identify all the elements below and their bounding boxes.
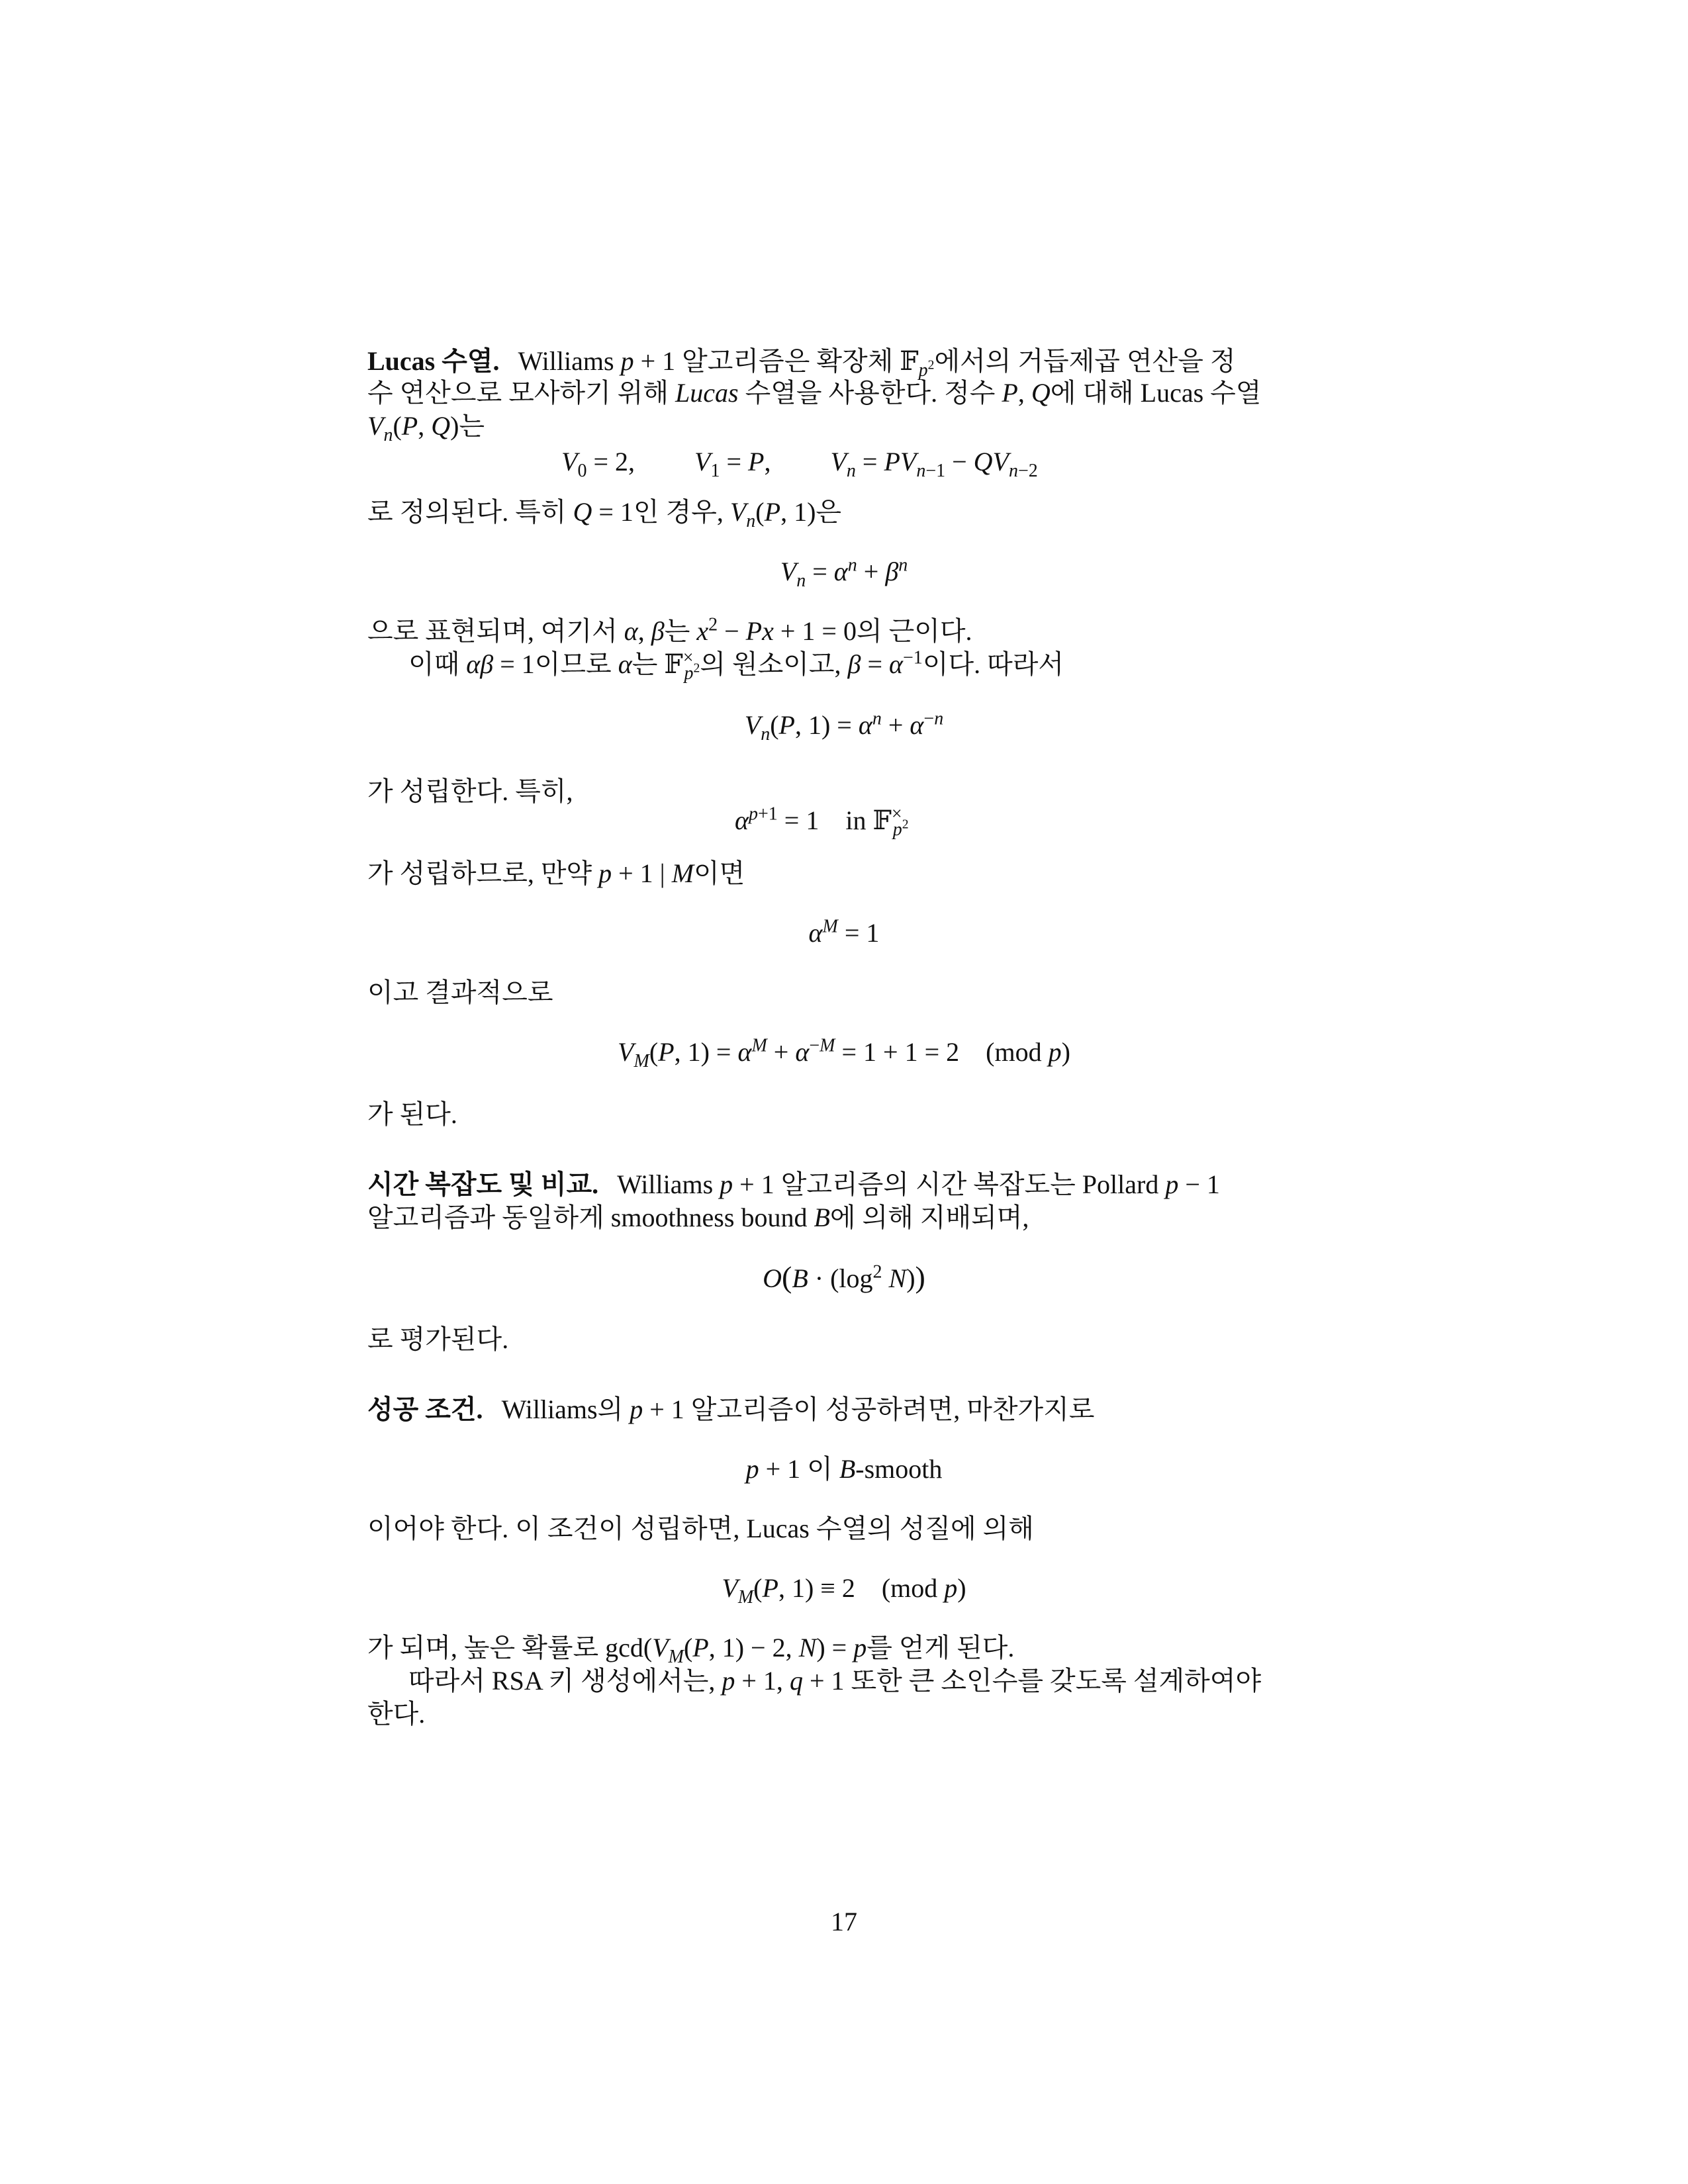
section-heading-complexity: 시간 복잡도 및 비교. — [367, 1169, 599, 1199]
equation-alpha-beta-sum: $V_n = \alpha^n + \beta^n$ — [780, 555, 908, 591]
equation-alpha-M: $\alpha^M = 1$ — [808, 916, 880, 948]
lucas-paragraph-line-6: 이때 αβ = 1이므로 α는 𝔽×$_{p^2}$의 원소이고, $\beta = \alpha^{-1}$이다. 따라서 — [408, 647, 1064, 684]
success-paragraph-line-2: 이어야 한다. 이 조건이 성립하면, Lucas 수열의 성질에 의해 — [367, 1514, 1034, 1543]
lucas-paragraph-line-7: 가 성립한다. 특히, — [367, 776, 573, 806]
success-paragraph-line-1: 성공 조건. Williams의 p + 1 알고리즘이 성공하려면, 마찬가지로 — [367, 1394, 1095, 1424]
complexity-paragraph-line-1: 시간 복잡도 및 비교. Williams p + 1 알고리즘의 시간 복잡도는 Pollard p − 1 — [367, 1169, 1220, 1199]
lucas-paragraph-line-1: Lucas 수열. Williams p + 1 알고리즘은 확장체 𝔽$_{p^2}$에서의 거듭제곱 연산을 정 — [367, 346, 1236, 381]
equation-complexity: $O(B \cdot (\log^2$ N)) — [763, 1260, 925, 1294]
equation-congruence: $V_M(P$, 1) ≡ 2 (mod p) — [722, 1573, 966, 1608]
equation-group-order: $\alpha^{p+1} = 1$ in 𝔽×$_{p^2}$ — [735, 803, 909, 840]
lucas-paragraph-line-2: 수 연산으로 모사하기 위해 Lucas 수열을 사용한다. 정수 P, Q에 대해 Lucas 수열 — [367, 378, 1262, 408]
success-paragraph-line-5: 한다. — [367, 1699, 426, 1729]
lucas-paragraph-line-8: 가 성립하므로, 만약 p + 1 | M이면 — [367, 858, 745, 888]
equation-inverse-sum: $V_n(P$, $1) = \alpha^n + \alpha^{-n}$ — [744, 708, 944, 745]
page-number: 17 — [831, 1907, 857, 1936]
lucas-paragraph-line-5: 으로 표현되며, 여기서 α, β는 $x^2 - Px + 1 = 0$의 근이다. — [367, 614, 972, 646]
lucas-paragraph-line-10: 가 된다. — [367, 1099, 457, 1129]
lucas-paragraph-line-9: 이고 결과적으로 — [367, 978, 553, 1007]
complexity-paragraph-line-2: 알고리즘과 동일하게 smoothness bound B에 의해 지배되며, — [367, 1203, 1029, 1232]
lucas-paragraph-line-4: 로 정의된다. 특히 Q = 1인 경우, $V_n(P$, 1)은 — [367, 497, 842, 531]
section-heading-success: 성공 조건. — [367, 1394, 483, 1424]
lucas-paragraph-line-3: $V_n(P$, Q)는 — [367, 411, 485, 445]
equation-lucas-definition: $V_0 = 2$, $V_1 = P$, $V_n = PV_{n-1} - QV_{n-2}$ — [561, 447, 1038, 481]
complexity-paragraph-line-3: 로 평가된다. — [367, 1324, 509, 1354]
equation-smoothness: p + 1 이 B-smooth — [745, 1454, 943, 1484]
success-paragraph-line-4: 따라서 RSA 키 생성에서는, p + 1, q + 1 또한 큰 소인수를 갖도록 설계하여야 — [408, 1666, 1262, 1696]
section-heading-lucas: Lucas 수열. — [367, 346, 500, 376]
success-paragraph-line-3: 가 되며, 높은 확률로 $\gcd(V_M(P$, 1) − 2, N) = p를 얻게 된다. — [367, 1633, 1015, 1667]
equation-VM-result: $V_M(P$, $1) = \alpha^M + \alpha^{-M} = 1 + 1 = 2$ (mod p) — [618, 1035, 1070, 1071]
